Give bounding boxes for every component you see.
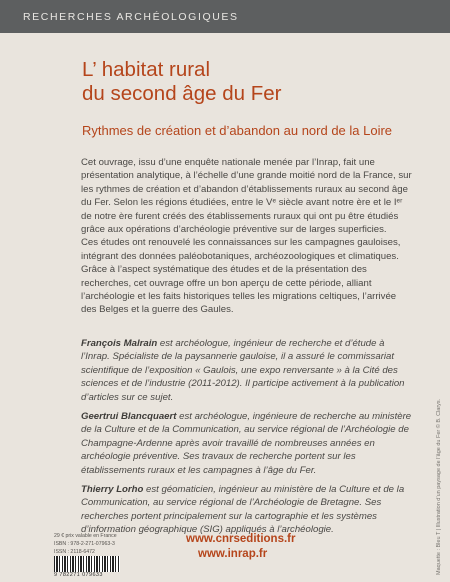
publication-info xyxy=(54,532,117,556)
author-text-2: est archéologue, ingénieure de recherche au ministère de la Culture et de la Communication, au service régional de l’Archéologie de Champagne-Ardenne après avoir travaillé de nombreuses années en archéologie préventive. Ses travaux de recherche portent sur les établissements ruraux et les campagnes à l’âge du Fer. xyxy=(81,411,412,476)
author-bio-1 xyxy=(81,337,413,404)
summary-text xyxy=(81,156,413,317)
author-bio-3 xyxy=(81,483,413,537)
title-line-1: L’ habitat rural xyxy=(82,58,211,81)
author-name-2: Geertrui Blancquaert xyxy=(81,411,177,422)
inrap-link[interactable]: www.inrap.fr xyxy=(198,548,268,560)
price-label: 29 € prix valable en France xyxy=(54,533,117,539)
book-subtitle: Rythmes de création et d’abandon au nord de la Loire xyxy=(82,123,393,138)
isbn-label: ISBN : 978-2-271-07963-3 xyxy=(54,541,115,547)
side-credit: Maquette : Bleu T | Illustration d’un paysage de l’âge du Fer © B. Clarys. xyxy=(436,398,442,575)
series-name: RECHERCHES ARCHÉOLOGIQUES xyxy=(23,11,239,23)
author-text-1: est archéologue, ingénieur de recherche et d’étude à l’Inrap. Spécialiste de la paysannerie gauloise, il a assuré le commissariat scientifique de l’exposition « Gaulois, une expo renversante » à la Cité des sciences et de l’industrie (2011-2012). Il participe activement à la publication d’articles sur ce sujet. xyxy=(81,338,405,403)
book-title xyxy=(82,58,281,106)
author-bio-2 xyxy=(81,410,413,477)
summary-paragraph-1: Cet ouvrage, issu d’une enquête nationale menée par l’Inrap, fait une présentation analytique, à l’échelle d’une grande moitié nord de la France, sur les rythmes de création et d’abandon d’établissements ruraux au second âge du Fer. Selon les régions étudiées, entre le Vᵉ siècle avant notre ère et le Iᵉʳ de notre ère furent créés des établissements ruraux qui ont pu être étudiés grâce aux opérations d’archéologie préventive sur de larges superficies. xyxy=(81,157,412,236)
cnrs-editions-link[interactable]: www.cnrseditions.fr xyxy=(186,533,296,545)
barcode-number: 9 782271 079633 xyxy=(54,572,103,578)
barcode-image xyxy=(54,556,120,572)
series-banner xyxy=(0,0,450,33)
title-line-2: du second âge du Fer xyxy=(82,82,282,105)
author-text-3: est géomaticien, ingénieur au ministère de la Culture et de la Communication, au service régional de l’Archéologie de Bretagne. Ses recherches portent principalement sur la cartographie et les systèmes d’information géographique (SIG) appliqués à l’archéologie. xyxy=(81,484,405,536)
summary-paragraph-2: Ces études ont renouvelé les connaissances sur les campagnes gauloises, intégrant des données paléobotaniques, archéozoologiques et climatiques. Grâce à l’aspect systématique des études et de la présentation des recherches, cet ouvrage offre un bon aperçu de cette période, alliant l’archéologie et les faits historiques telles les migrations celtiques, l’arrivée des Belges et la guerre des Gaules. xyxy=(81,237,401,316)
issn-label: ISSN : 2118-6472 xyxy=(54,549,95,555)
publisher-links xyxy=(186,532,295,562)
author-name-3: Thierry Lorho xyxy=(81,484,144,495)
author-name-1: François Malrain xyxy=(81,338,158,349)
